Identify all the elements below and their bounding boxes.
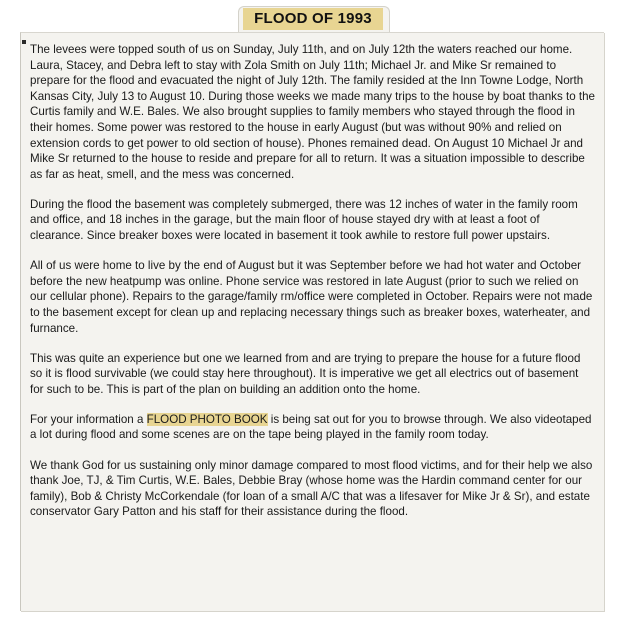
- document-body: [30, 42, 595, 534]
- photo-book-highlight: FLOOD PHOTO BOOK: [146, 412, 268, 426]
- paragraph-future-prep: This was quite an experience but one we learned from and are trying to prepare the house for a future flood so it is flood survivable (we could stay here throughout). It is imperative we get all electrics out of basement for such to be. This is part of the plan on building an addition onto the home.: [30, 351, 581, 396]
- paragraph-damage: During the flood the basement was completely submerged, there was 12 inches of water in the family room and office, and 18 inches in the garage, but the main floor of house stayed dry with at least a foot of clearance. Since breaker boxes were located in basement it took awhile to restore full power upstairs.: [30, 197, 578, 243]
- paragraph-thanks: We thank God for us sustaining only minor damage compared to most flood victims, and for their help we also thank Joe, TJ, & Tim Curtis, W.E. Bales, Debbie Bray (whose home was the Hardin command center for our family), Bob & Christy McCorkendale (for loan of a small A/C that was a lifesaver for Mike Jr & Sr), and estate conservator Gary Patton and his staff for their assistance during the flood.: [30, 458, 593, 519]
- photo-book-text-after: is being sat out for you to browse through. We also videotaped a lot during flood and some scenes are on the tape being played in the family room today.: [30, 412, 592, 442]
- paragraph-photo-book: [30, 412, 595, 443]
- paragraph-evacuation: The levees were topped south of us on Sunday, July 11th, and on July 12th the waters reached our home. Laura, Stacey, and Debra left to stay with Zola Smith on July 11th; Michael Jr. and Mike Sr remained to prepare for the flood and evacuated the night of July 12th. The family resided at the Inn Towne Lodge, North Kansas City, July 13 to August 10. During those weeks we made many trips to the house by boat thanks to the Curtis family and W.E. Bales. We also brought supplies to family members who stayed through the flood in their homes. Some power was restored to the house in early August (but was without 90% and relied on extension cords to get power to old section of house). Phones remained dead. On August 10 Michael Jr and Mike Sr returned to the house to reside and prepare for all to return. It was a situation impossible to describe as far as heat, smell, and the mess was concerned.: [30, 43, 595, 181]
- photo-book-text-before: For your information a: [30, 412, 147, 426]
- paragraph-return-home: All of us were home to live by the end of August but it was September before we had hot water and October before the new heatpump was online. Phone service was restored in late August (prior to such we relied on our cellular phone). Repairs to the garage/family rm/office were completed in October. Repairs were not made to the basement except for clean up and replacing necessary things such as breaker boxes, waterheater, and furnance.: [30, 259, 593, 335]
- corner-mark: [22, 40, 26, 44]
- page-title: FLOOD OF 1993: [243, 8, 383, 30]
